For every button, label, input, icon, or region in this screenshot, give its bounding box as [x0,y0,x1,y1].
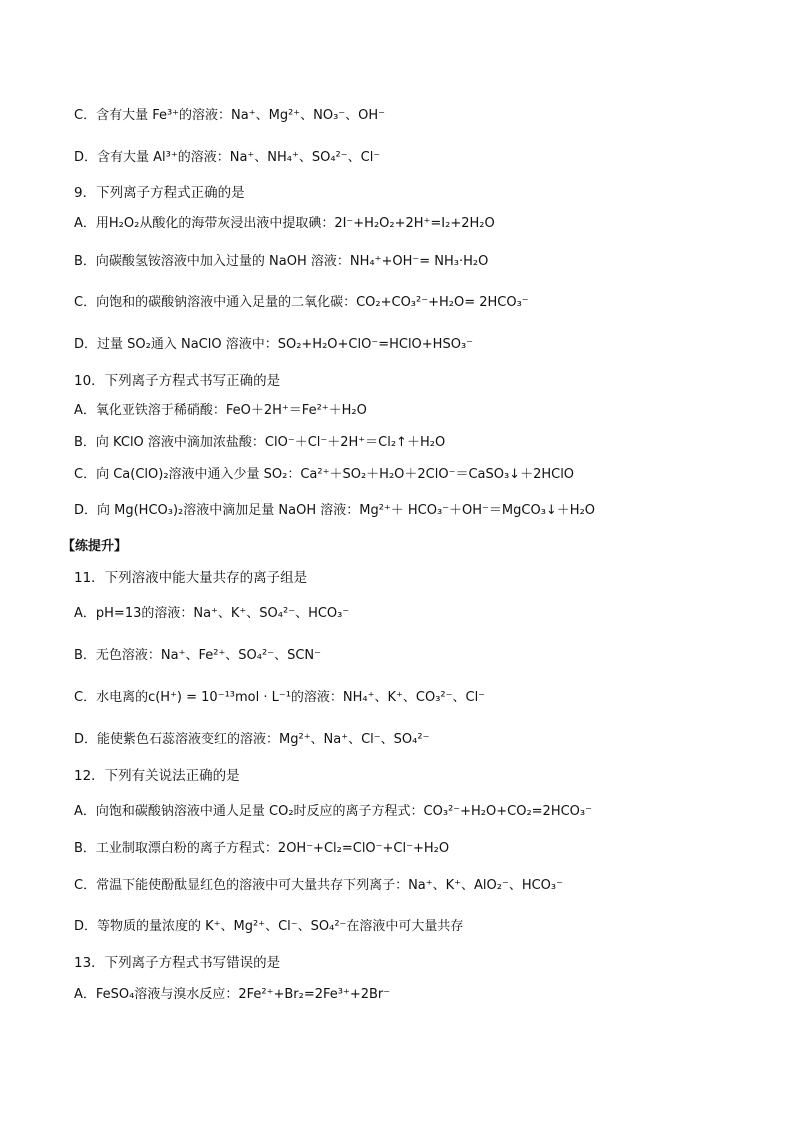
question-9: 9．下列离子方程式正确的是 [74,185,245,201]
option-9c: C．向饱和的碳酸钠溶液中通入足量的二氧化碳：CO₂+CO₃²⁻+H₂O= 2HCO₃⁻ [74,295,529,310]
option-13a: A．FeSO₄溶液与溴水反应：2Fe²⁺+Br₂=2Fe³⁺+2Br⁻ [74,987,391,1002]
option-9d: D．过量 SO₂通入 NaClO 溶液中：SO₂+H₂O+ClO⁻=HClO+HSO₃⁻ [74,337,474,352]
option-11c: C．水电离的c(H⁺) = 10⁻¹³mol · L⁻¹的溶液：NH₄⁺、K⁺、CO₃²⁻、Cl⁻ [74,690,486,705]
option-12c: C．常温下能使酚酞显红色的溶液中可大量共存下列离子：Na⁺、K⁺、AlO₂⁻、HCO₃⁻ [74,878,563,893]
option-11a: A．pH=13的溶液：Na⁺、K⁺、SO₄²⁻、HCO₃⁻ [74,606,350,621]
option-12a: A．向饱和碳酸钠溶液中通人足量 CO₂时反应的离子方程式：CO₃²⁻+H₂O+CO₂=2HCO₃⁻ [74,804,592,819]
option-8d: D．含有大量 Al³⁺的溶液：Na⁺、NH₄⁺、SO₄²⁻、Cl⁻ [74,150,381,165]
option-9a: A．用H₂O₂从酸化的海带灰浸出液中提取碘：2I⁻+H₂O₂+2H⁺=I₂+2H₂O [74,216,495,231]
question-12: 12．下列有关说法正确的是 [74,768,240,784]
option-12b: B．工业制取漂白粉的离子方程式：2OH⁻+Cl₂=ClO⁻+Cl⁻+H₂O [74,841,450,856]
question-13: 13．下列离子方程式书写错误的是 [74,955,281,971]
section-heading: 【练提升】 [62,539,128,554]
option-11b: B．无色溶液：Na⁺、Fe²⁺、SO₄²⁻、SCN⁻ [74,648,321,663]
question-11: 11．下列溶液中能大量共存的离子组是 [74,570,308,586]
option-10a: A．氧化亚铁溶于稀硝酸：FeO＋2H⁺＝Fe²⁺＋H₂O [74,403,367,418]
option-8c: C．含有大量 Fe³⁺的溶液：Na⁺、Mg²⁺、NO₃⁻、OH⁻ [74,108,386,123]
option-12d: D．等物质的量浓度的 K⁺、Mg²⁺、Cl⁻、SO₄²⁻在溶液中可大量共存 [74,919,464,934]
question-10: 10．下列离子方程式书写正确的是 [74,373,281,389]
option-9b: B．向碳酸氢铵溶液中加入过量的 NaOH 溶液：NH₄⁺+OH⁻= NH₃·H₂O [74,254,489,269]
option-10c: C．向 Ca(ClO)₂溶液中通入少量 SO₂：Ca²⁺＋SO₂＋H₂O＋2ClO⁻＝CaSO₃↓＋2HClO [74,467,575,482]
option-10d: D．向 Mg(HCO₃)₂溶液中滴加足量 NaOH 溶液：Mg²⁺＋ HCO₃⁻＋OH⁻＝MgCO₃↓＋H₂O [74,503,596,518]
option-11d: D．能使紫色石蕊溶液变红的溶液：Mg²⁺、Na⁺、Cl⁻、SO₄²⁻ [74,732,430,747]
option-10b: B．向 KClO 溶液中滴加浓盐酸：ClO⁻＋Cl⁻＋2H⁺＝Cl₂↑＋H₂O [74,435,446,450]
